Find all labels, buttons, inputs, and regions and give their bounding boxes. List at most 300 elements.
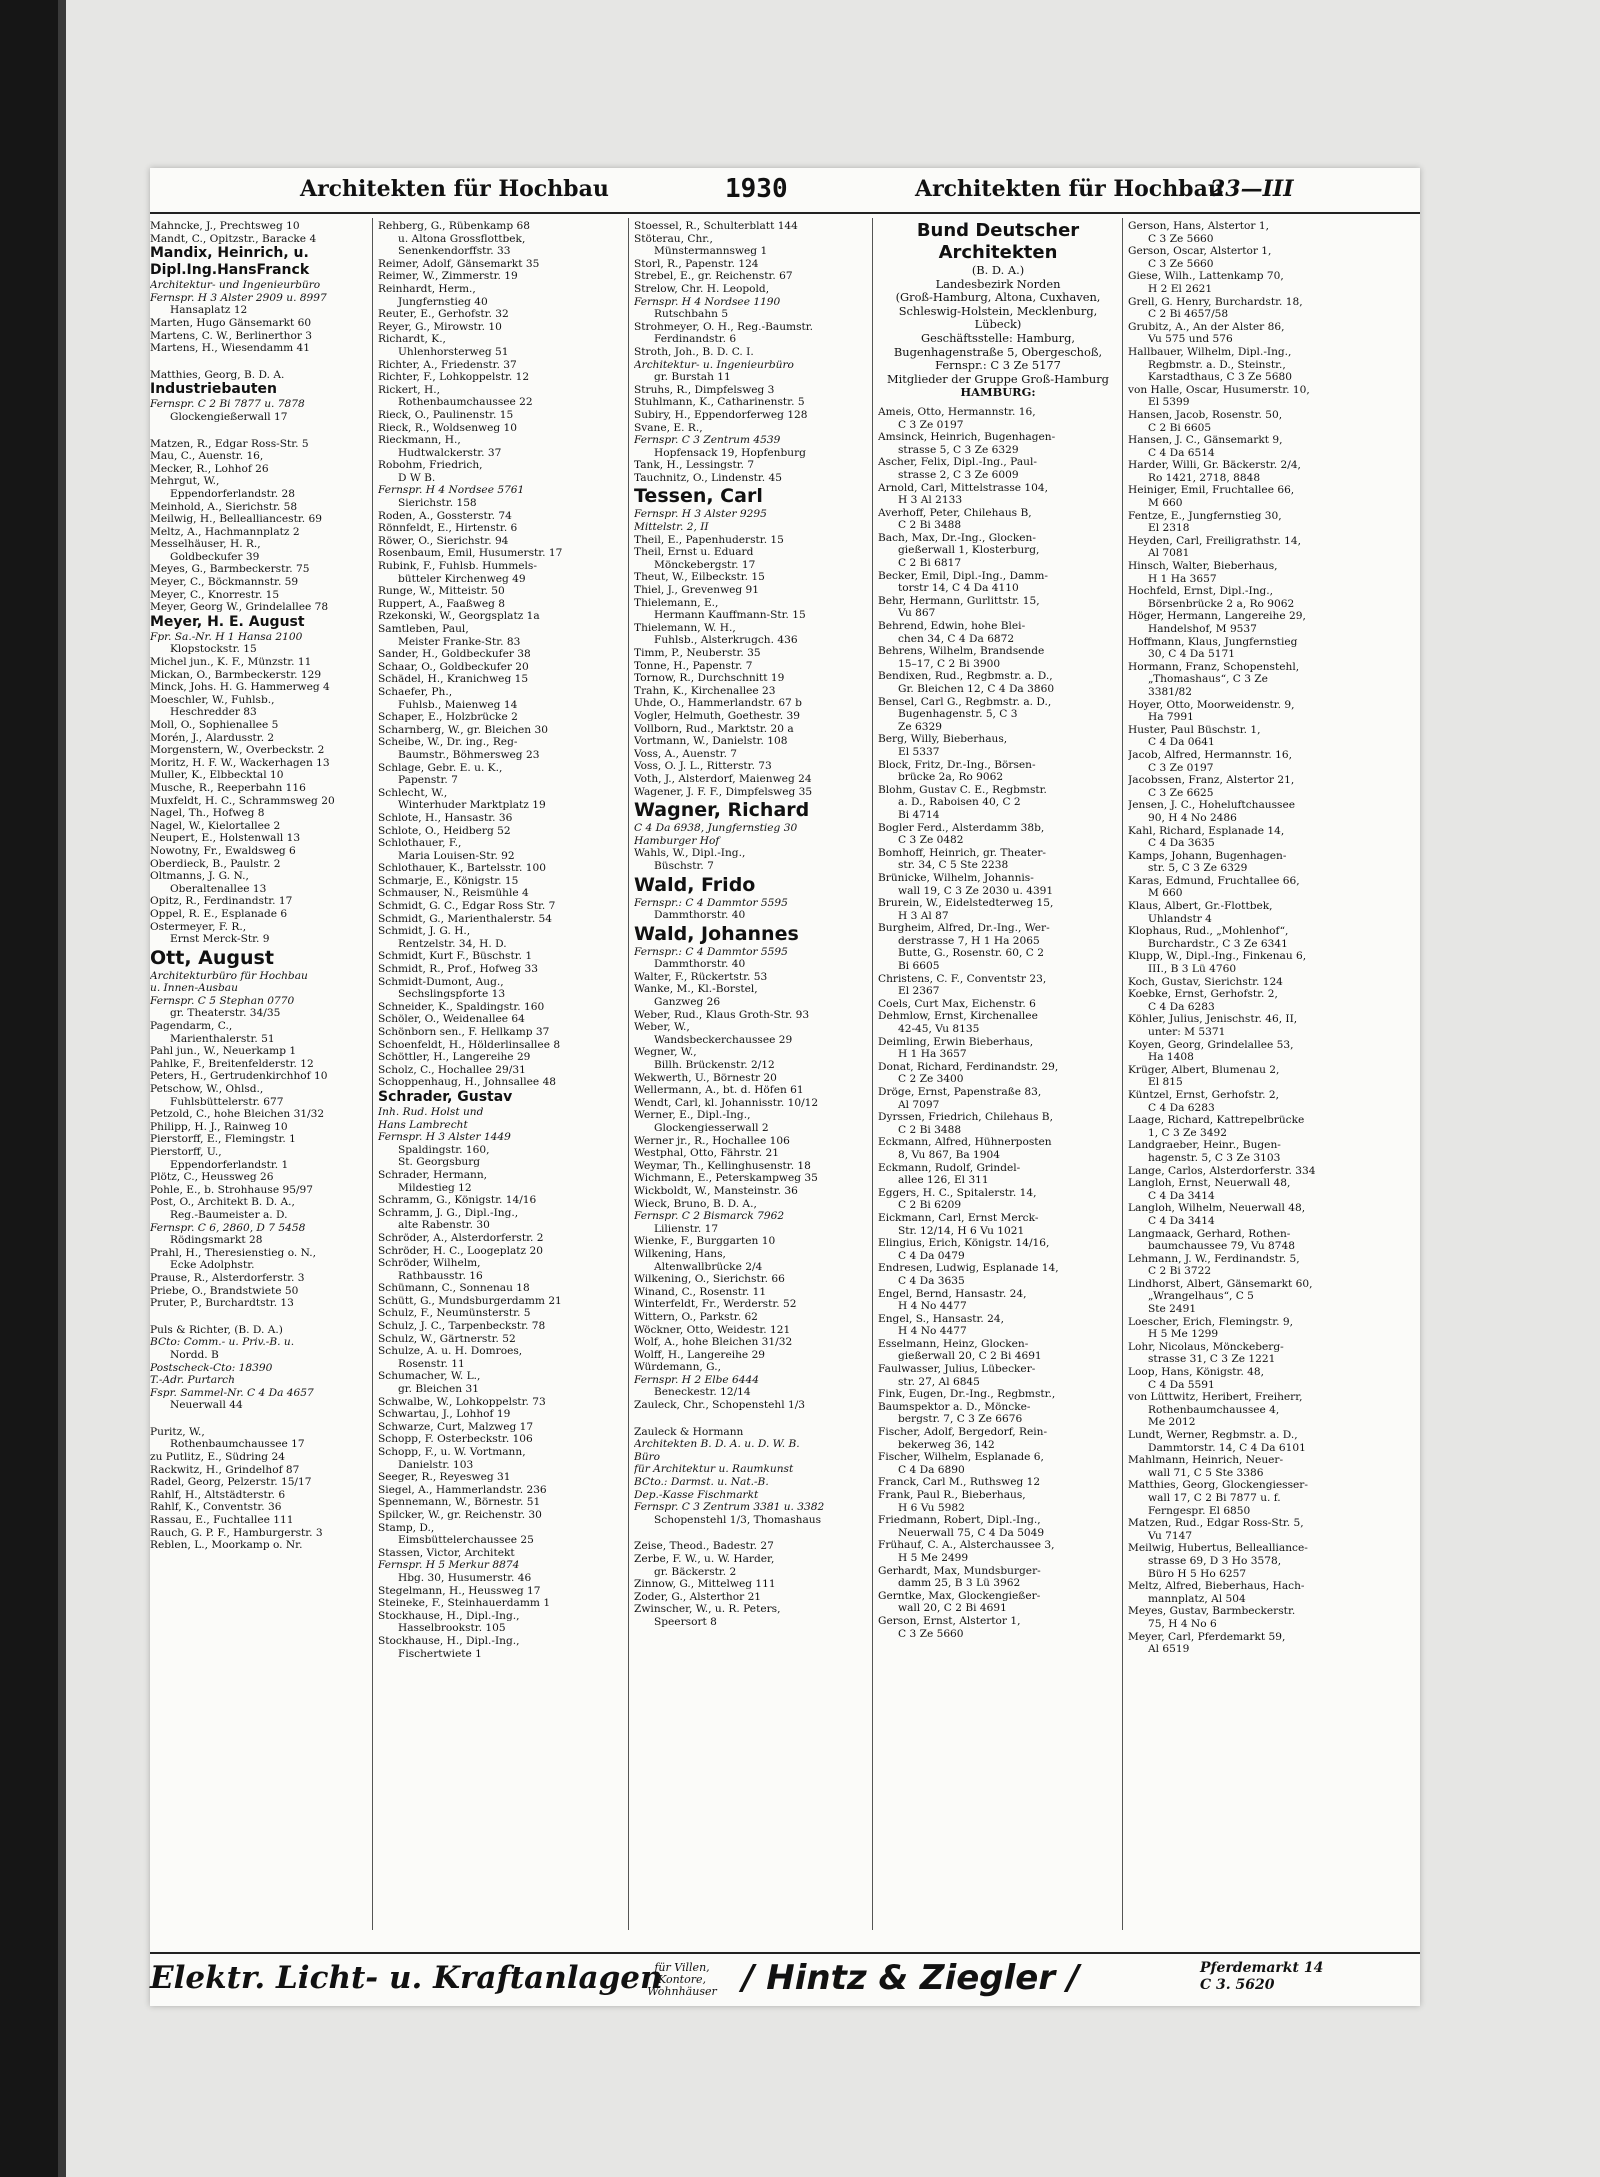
directory-entry: Köhler, Julius, Jenischstr. 46, II,: [1128, 1013, 1298, 1026]
directory-entry: Schneider, K., Spaldingstr. 160: [378, 1000, 545, 1013]
directory-entry: Fernspr. C 2 Bismarck 7962: [634, 1210, 785, 1223]
directory-entry: D W B.: [398, 471, 436, 484]
directory-entry: Postscheck-Cto: 18390: [150, 1361, 273, 1374]
directory-entry: Wekwerth, U., Börnestr 20: [634, 1071, 777, 1084]
directory-entry: Wahls, W., Dipl.-Ing.,: [634, 847, 746, 860]
directory-entry: Pruter, P., Burchardtstr. 13: [150, 1297, 294, 1310]
directory-entry: H 5 Me 2499: [898, 1551, 969, 1564]
directory-entry: Heiniger, Emil, Fruchtallee 66,: [1128, 484, 1295, 497]
directory-entry: Schulz, W., Gärtnerstr. 52: [378, 1332, 516, 1345]
book-spine-shadow: [0, 0, 58, 2177]
directory-entry: Wieck, Bruno, B. D. A.,: [634, 1197, 757, 1210]
directory-entry: Schröder, Wilhelm,: [378, 1257, 481, 1270]
spacer: [150, 355, 368, 369]
directory-entry: Elingius, Erich, Königstr. 14/16,: [878, 1237, 1050, 1250]
directory-entry: Meltz, A., Hachmannplatz 2: [150, 525, 300, 538]
directory-entry: Engel, Bernd, Hansastr. 24,: [878, 1287, 1027, 1300]
directory-entry: Pierstorff, E., Flemingstr. 1: [150, 1133, 296, 1146]
directory-entry: Matzen, R., Edgar Ross-Str. 5: [150, 437, 309, 450]
directory-entry: Schöler, O., Weidenallee 64: [378, 1013, 525, 1026]
directory-entry: Hormann, Franz, Schopenstehl,: [1128, 660, 1300, 673]
directory-entry: Danielstr. 103: [398, 1458, 474, 1471]
directory-entry: Frühauf, C. A., Alsterchaussee 3,: [878, 1539, 1055, 1552]
directory-entry: Trahn, K., Kirchenallee 23: [634, 684, 776, 697]
bda-association-block: [878, 220, 1118, 400]
directory-entry: Schramm, J. G., Dipl.-Ing.,: [378, 1206, 519, 1219]
directory-entry: Rehberg, G., Rübenkamp 68: [378, 220, 530, 232]
directory-entry: gr. Bäckerstr. 2: [654, 1565, 737, 1578]
directory-entry: C 4 Da 6283: [1148, 1000, 1215, 1013]
directory-entry: Uhlandstr 4: [1148, 912, 1212, 925]
directory-entry: Ameis, Otto, Hermannstr. 16,: [878, 405, 1036, 418]
directory-entry: Fentze, E., Jungfernstieg 30,: [1128, 509, 1282, 522]
directory-entry: Stuhlmann, K., Catharinenstr. 5: [634, 396, 805, 409]
directory-entry: C 4 Da 6283: [1148, 1101, 1215, 1114]
directory-entry: Meyer, H. E. August: [150, 613, 305, 630]
directory-entry: Zauleck, Chr., Schopenstehl 1/3: [634, 1399, 806, 1412]
directory-entry: Petzold, C., hohe Bleichen 31/32: [150, 1108, 325, 1121]
directory-entry: unter: M 5371: [1148, 1026, 1226, 1038]
bda-line: (Groß-Hamburg, Altona, Cuxhaven, Schleswig-Holstein, Mecklenburg, Lübeck): [895, 290, 1101, 332]
directory-entry: str. 5, C 3 Ze 6329: [1148, 862, 1248, 875]
directory-entry: Christens, C. F., Conventstr 23,: [878, 972, 1047, 985]
directory-entry: Zwinscher, W., u. R. Peters,: [634, 1603, 781, 1616]
directory-entry: 90, H 4 No 2486: [1148, 811, 1237, 824]
directory-entry: Fernspr. H 4 Nordsee 5761: [378, 484, 525, 497]
directory-entry: Bi 6605: [898, 960, 940, 973]
directory-entry: Tank, H., Lessingstr. 7: [634, 459, 755, 472]
directory-entry: Voss, O. J. L., Ritterstr. 73: [634, 760, 772, 773]
directory-entry: Coels, Curt Max, Eichenstr. 6: [878, 997, 1036, 1010]
directory-entry: C 4 Da 6514: [1148, 446, 1215, 459]
directory-entry: Struhs, R., Dimpfelsweg 3: [634, 383, 775, 396]
directory-entry: Fuhlsb., Maienweg 14: [398, 698, 518, 711]
directory-entry: Höger, Hermann, Langereihe 29,: [1128, 610, 1306, 623]
directory-entry: Rothenbaumchaussee 22: [398, 396, 533, 409]
directory-entry: Schlothauer, K., Bartelsstr. 100: [378, 862, 546, 875]
directory-entry: Ste 2491: [1148, 1303, 1197, 1316]
directory-entry: Hermann Kauffmann-Str. 15: [654, 609, 806, 622]
directory-entry: 1, C 3 Ze 3492: [1148, 1126, 1228, 1139]
directory-entry: Wienke, F., Burggarten 10: [634, 1235, 776, 1248]
directory-entry: Scheibe, W., Dr. ing., Reg-: [378, 736, 518, 749]
directory-entry: Peters, H., Gertrudenkirchhof 10: [150, 1070, 328, 1083]
directory-entry: Meyer, C., Böckmannstr. 59: [150, 576, 299, 589]
directory-entry: Endresen, Ludwig, Esplanade 14,: [878, 1262, 1059, 1275]
column-4: [878, 220, 1118, 1932]
directory-entry: Theil, E., Papenhuderstr. 15: [634, 533, 784, 546]
directory-entry: Tornow, R., Durchschnitt 19: [634, 672, 785, 685]
directory-entry: Reblen, L., Moorkamp o. Nr.: [150, 1539, 303, 1552]
directory-entry: Mandt, C., Opitzstr., Baracke 4: [150, 232, 317, 245]
directory-entry: Landgraeber, Heinr., Bugen-: [1128, 1139, 1281, 1152]
directory-entry: Schlote, H., Hansastr. 36: [378, 811, 513, 824]
directory-entry: BCto.: Darmst. u. Nat.-B.: [634, 1476, 769, 1489]
directory-entry: Hbg. 30, Husumerstr. 46: [398, 1571, 532, 1584]
directory-entry: Baumstr., Böhmersweg 23: [398, 748, 540, 761]
directory-entry: Schröder, H. C., Loogeplatz 20: [378, 1244, 543, 1257]
directory-entry: Heschredder 83: [170, 706, 257, 719]
directory-entry: Architekturbüro für Hochbau: [150, 969, 308, 982]
directory-entry: Pohle, E., b. Strohhause 95/97: [150, 1183, 313, 1196]
directory-entry: Faulwasser, Julius, Lübecker-: [878, 1363, 1036, 1376]
bda-line: Landesbezirk Norden: [935, 276, 1061, 291]
directory-entry: Oltmanns, J. G. N.,: [150, 870, 249, 883]
directory-entry: Gerson, Hans, Alstertor 1,: [1128, 220, 1269, 232]
directory-entry: Sander, H., Goldbeckufer 38: [378, 648, 531, 661]
directory-entry: Vu 7147: [1148, 1529, 1193, 1542]
directory-entry: Mecker, R., Lohhof 26: [150, 462, 269, 475]
directory-entry: Mittelstr. 2, II: [634, 521, 709, 534]
directory-entry: Lange, Carlos, Alsterdorferstr. 334: [1128, 1164, 1316, 1177]
directory-entry: Hudtwalckerstr. 37: [398, 446, 502, 459]
directory-entry: El 2367: [898, 985, 940, 998]
directory-entry: Wöckner, Otto, Weidestr. 121: [634, 1323, 791, 1336]
directory-entry: Muller, K., Elbbecktal 10: [150, 769, 284, 782]
directory-entry: Bomhoff, Heinrich, gr. Theater-: [878, 846, 1047, 859]
directory-entry: Schönborn sen., F. Hellkamp 37: [378, 1026, 550, 1038]
directory-entry: Lehmann, J. W., Ferdinandstr. 5,: [1128, 1252, 1300, 1265]
directory-entry: „Wrangelhaus“, C 5: [1148, 1290, 1254, 1303]
directory-entry: strasse 5, C 3 Ze 6329: [898, 443, 1019, 456]
directory-entry: Meltz, Alfred, Bieberhaus, Hach-: [1128, 1580, 1305, 1593]
directory-entry: Krüger, Albert, Blumenau 2,: [1128, 1063, 1280, 1076]
directory-entry: Fischertwiete 1: [398, 1647, 482, 1660]
directory-entry: M 660: [1148, 887, 1183, 900]
directory-entry: Ha 1408: [1148, 1051, 1194, 1064]
directory-entry: C 3 Ze 0482: [898, 834, 964, 847]
directory-entry: C 3 Ze 6625: [1148, 786, 1214, 799]
directory-entry: Averhoff, Peter, Chilehaus B,: [878, 506, 1032, 519]
directory-entry: Fernspr. C 2 Bi 7877 u. 7878: [150, 398, 305, 411]
directory-entry: C 4 Da 3414: [1148, 1214, 1215, 1227]
directory-entry: Beneckestr. 12/14: [654, 1386, 751, 1399]
directory-entry: Uhlenhorsterweg 51: [398, 345, 509, 358]
directory-entry: Fernspr. C 3 Zentrum 4539: [634, 434, 781, 447]
directory-entry: Mildestieg 12: [398, 1181, 472, 1194]
directory-entry: Schädel, H., Kranichweg 15: [378, 673, 529, 686]
directory-entry: Huster, Paul Büschstr. 1,: [1128, 723, 1261, 736]
directory-entry: Fspr. Sammel-Nr. C 4 Da 4657: [150, 1386, 314, 1399]
directory-entry: Rickert, H.,: [378, 383, 441, 396]
directory-entry: Puritz, W.,: [150, 1425, 205, 1438]
directory-entry: wall 19, C 3 Ze 2030 u. 4391: [898, 884, 1054, 897]
directory-entry: Schmarje, E., Königstr. 15: [378, 874, 519, 887]
directory-entry: Vu 575 und 576: [1148, 333, 1233, 346]
directory-entry: Zoder, G., Alsterthor 21: [634, 1590, 762, 1603]
directory-entry: Wandsbeckerchaussee 29: [654, 1033, 793, 1046]
directory-entry: Schrader, Gustav: [378, 1088, 513, 1105]
directory-entry: Radel, Georg, Pelzerstr. 15/17: [150, 1476, 312, 1489]
directory-entry: Laage, Richard, Kattrepelbrücke: [1128, 1114, 1305, 1127]
directory-entry: Michel jun., K. F., Münzstr. 11: [150, 656, 312, 669]
directory-entry: Dipl.Ing.HansFranck: [150, 262, 310, 279]
directory-entry: El 5399: [1148, 396, 1190, 409]
spacer: [150, 1310, 368, 1324]
directory-entry: Rödingsmarkt 28: [170, 1234, 263, 1247]
directory-entry: Hochfeld, Ernst, Dipl.-Ing.,: [1128, 585, 1274, 598]
directory-entry: Glockengießerwall 17: [170, 410, 288, 423]
directory-entry: C 2 Bi 3722: [1148, 1265, 1212, 1278]
directory-entry: Martens, H., Wiesendamm 41: [150, 342, 311, 355]
directory-entry: Schulze, A. u. H. Domroes,: [378, 1345, 523, 1358]
directory-entry: Bugenhagenstr. 5, C 3: [898, 708, 1018, 721]
directory-entry: Börsenbrücke 2 a, Ro 9062: [1148, 597, 1295, 610]
directory-entry: Nagel, Th., Hofweg 8: [150, 807, 265, 820]
directory-entry: strasse 2, C 3 Ze 6009: [898, 468, 1019, 481]
directory-entry: Röwer, O., Sierichstr. 94: [378, 534, 509, 547]
spacer: [150, 424, 368, 438]
directory-entry: Mickan, O., Barmbeckerstr. 129: [150, 668, 322, 681]
directory-entry: str. 27, Al 6845: [898, 1375, 980, 1388]
directory-entry: Rahlf, K., Conventstr. 36: [150, 1501, 282, 1514]
book-gutter: [58, 0, 66, 2177]
directory-entry: Architekten B. D. A. u. D. W. B.: [634, 1438, 800, 1451]
directory-entry: Büro: [634, 1450, 661, 1463]
directory-entry: 75, H 4 No 6: [1148, 1617, 1217, 1630]
directory-entry: bergstr. 7, C 3 Ze 6676: [898, 1413, 1023, 1426]
directory-entry: Rothenbaumchaussee 4,: [1148, 1403, 1280, 1416]
column-divider: [872, 218, 873, 1930]
directory-entry: Klophaus, Rud., „Mohlenhof“,: [1128, 925, 1289, 938]
directory-entry: Seeger, R., Reyesweg 31: [378, 1471, 511, 1484]
directory-entry: Timm, P., Neuberstr. 35: [634, 647, 761, 659]
directory-entry: Blohm, Gustav C. E., Regbmstr.: [878, 783, 1047, 796]
directory-entry: Moll, O., Sophienallee 5: [150, 719, 279, 731]
directory-entry: Lundt, Werner, Regbmstr. a. D.,: [1128, 1429, 1298, 1441]
directory-entry: Fernspr. H 5 Merkur 8874: [378, 1559, 520, 1572]
directory-entry: Esselmann, Heinz, Glocken-: [878, 1337, 1029, 1350]
directory-entry: gr. Bleichen 31: [398, 1383, 479, 1396]
directory-entry: für Architektur u. Raumkunst: [634, 1463, 794, 1476]
directory-entry: Arnold, Carl, Mittelstrasse 104,: [878, 481, 1049, 494]
directory-entry: Mau, C., Auenstr. 16,: [150, 450, 264, 463]
directory-entry: wall 71, C 5 Ste 3386: [1148, 1466, 1264, 1479]
directory-entry: Moeschler, W., Fuhlsb.,: [150, 693, 275, 706]
directory-entry: Svane, E. R.,: [634, 421, 703, 434]
directory-entry: Schmidt, Kurt F., Büschstr. 1: [378, 950, 533, 963]
directory-entry: Block, Fritz, Dr.-Ing., Börsen-: [878, 758, 1036, 771]
directory-entry: Inh. Rud. Holst und: [378, 1105, 484, 1118]
directory-entry: Tauchnitz, O., Lindenstr. 45: [634, 471, 783, 484]
directory-entry: Koyen, Georg, Grindelallee 53,: [1128, 1038, 1294, 1051]
directory-entry: Str. 12/14, H 6 Vu 1021: [898, 1224, 1025, 1237]
directory-entry: Fernspr. C 6, 2860, D 7 5458: [150, 1221, 306, 1234]
directory-entry: Nagel, W., Kielortallee 2: [150, 819, 281, 832]
directory-entry: Ferdinandstr. 6: [654, 333, 737, 346]
directory-entry: Zinnow, G., Mittelweg 111: [634, 1578, 776, 1591]
directory-entry: Voss, A., Auenstr. 7: [634, 747, 738, 760]
directory-entry: C 4 Da 6890: [898, 1463, 965, 1476]
directory-entry: Fpr. Sa.-Nr. H 1 Hansa 2100: [150, 630, 303, 643]
directory-entry: Philipp, H. J., Rainweg 10: [150, 1120, 288, 1133]
directory-entry: Walter, F., Rückertstr. 53: [634, 970, 768, 983]
directory-entry: Ecke Adolphstr.: [170, 1259, 255, 1272]
directory-entry: Friedmann, Robert, Dipl.-Ing.,: [878, 1514, 1041, 1527]
directory-entry: C 3 Ze 5660: [898, 1627, 964, 1640]
directory-entry: Marienthalerstr. 51: [170, 1032, 275, 1045]
ad-brand: / Hintz & Ziegler /: [742, 1958, 1080, 1998]
directory-entry: Schulz, J. C., Tarpenbeckstr. 78: [378, 1320, 546, 1333]
directory-entry: Ott, August: [150, 946, 274, 969]
directory-entry: damm 25, B 3 Lü 3962: [898, 1577, 1021, 1590]
directory-entry: St. Georgsburg: [398, 1156, 481, 1169]
directory-entry: Eppendorferlandstr. 28: [170, 487, 295, 500]
directory-entry: C 2 Bi 6817: [898, 557, 962, 570]
directory-entry: H 4 No 4477: [898, 1300, 967, 1313]
directory-entry: Jacobssen, Franz, Alstertor 21,: [1128, 774, 1295, 787]
directory-entry: Spilcker, W., gr. Reichenstr. 30: [378, 1508, 542, 1521]
directory-entry: Regbmstr. a. D., Steinstr.,: [1148, 358, 1286, 371]
directory-entry: Berg, Willy, Bieberhaus,: [878, 733, 1008, 746]
directory-entry: u. Altona Grossflottbek,: [398, 232, 526, 245]
directory-entry: Klupp, W., Dipl.-Ing., Finkenau 6,: [1128, 950, 1307, 963]
directory-entry: Jensen, J. C., Hoheluftchaussee: [1128, 799, 1295, 812]
directory-entry: Messelhäuser, H. R.,: [150, 538, 261, 551]
directory-entry: Petschow, W., Ohlsd.,: [150, 1083, 264, 1096]
directory-entry: Ganzweg 26: [654, 996, 721, 1009]
directory-entry: Becker, Emil, Dipl.-Ing., Damm-: [878, 569, 1048, 582]
directory-entry: Fernspr.: C 4 Dammtor 5595: [634, 896, 788, 909]
directory-entry: Meyer, Georg W., Grindelallee 78: [150, 601, 329, 614]
directory-entry: alte Rabenstr. 30: [398, 1219, 490, 1232]
directory-entry: Hopfensack 19, Hopfenburg: [654, 446, 806, 459]
directory-entry: Speersort 8: [654, 1615, 717, 1628]
directory-entry: Meyer, Carl, Pferdemarkt 59,: [1128, 1630, 1286, 1643]
directory-entry: Werner, E., Dipl.-Ing.,: [634, 1109, 751, 1122]
directory-entry: gießerwall 1, Klosterburg,: [898, 544, 1040, 557]
directory-entry: C 2 Bi 3488: [898, 1123, 962, 1136]
directory-entry: III., B 3 Lü 4760: [1148, 963, 1237, 976]
directory-entry: Vollborn, Rud., Marktstr. 20 a: [634, 722, 794, 735]
directory-entry: Jacob, Alfred, Hermannstr. 16,: [1128, 748, 1292, 761]
directory-entry: Stroth, Joh., B. D. C. I.: [634, 345, 754, 358]
directory-entry: Fernspr. H 4 Nordsee 1190: [634, 295, 781, 308]
directory-entry: Klopstockstr. 15: [170, 643, 257, 656]
directory-entry: Wald, Frido: [634, 873, 756, 896]
directory-entry: Heyden, Carl, Freiligrathstr. 14,: [1128, 534, 1301, 547]
directory-entry: Reuter, E., Gerhofstr. 32: [378, 308, 509, 321]
directory-entry: Strohmeyer, O. H., Reg.-Baumstr.: [634, 320, 814, 333]
directory-entry: Schmidt, G. C., Edgar Ross Str. 7: [378, 900, 556, 913]
directory-entry: Marten, Hugo Gänsemarkt 60: [150, 316, 312, 329]
directory-entry: Harder, Willi, Gr. Bäckerstr. 2/4,: [1128, 459, 1301, 472]
directory-entry: Storl, R., Papenstr. 124: [634, 257, 759, 270]
directory-entry: baumchaussee 79, Vu 8748: [1148, 1240, 1295, 1253]
directory-entry: Richardt, K.,: [378, 333, 446, 346]
directory-entry: Behrend, Edwin, hohe Blei-: [878, 620, 1026, 633]
directory-entry: Schmidt, R., Prof., Hofweg 33: [378, 963, 539, 976]
directory-entry: Reinhardt, Herm.,: [378, 282, 476, 295]
directory-entry: C 4 Da 3635: [1148, 837, 1215, 850]
directory-entry: Dammthorstr. 40: [654, 909, 746, 922]
directory-entry: Ascher, Felix, Dipl.-Ing., Paul-: [878, 456, 1037, 469]
directory-entry: Giese, Wilh., Lattenkamp 70,: [1128, 270, 1284, 283]
directory-entry: Steineke, F., Steinhauerdamm 1: [378, 1597, 551, 1610]
directory-entry: Prahl, H., Theresienstieg o. N.,: [150, 1246, 316, 1259]
directory-entry: Brurein, W., Eidelstedterweg 15,: [878, 897, 1054, 910]
directory-entry: derstrasse 7, H 1 Ha 2065: [898, 934, 1040, 947]
directory-entry: brücke 2a, Ro 9062: [898, 771, 1004, 784]
directory-entry: Meinhold, A., Sierichstr. 58: [150, 500, 298, 513]
directory-entry: Hans Lambrecht: [378, 1118, 468, 1131]
directory-entry: Behr, Hermann, Gurlittstr. 15,: [878, 594, 1040, 607]
advertisement-footer: [150, 1952, 1420, 2004]
directory-entry: Mahlmann, Heinrich, Neuer-: [1128, 1454, 1284, 1467]
directory-entry: Weber, W.,: [634, 1021, 690, 1034]
directory-entry: Werner jr., R., Hochallee 106: [634, 1134, 790, 1147]
directory-entry: Matthies, Georg, B. D. A.: [150, 368, 285, 381]
directory-entry: Rackwitz, H., Grindelhof 87: [150, 1463, 300, 1476]
directory-entry: C 3 Ze 5660: [1148, 232, 1214, 245]
directory-entry: Strebel, E., gr. Reichenstr. 67: [634, 270, 793, 283]
directory-entry: gießerwall 20, C 2 Bi 4691: [898, 1350, 1042, 1363]
directory-entry: Weber, Rud., Klaus Groth-Str. 93: [634, 1008, 810, 1021]
directory-entry: wall 20, C 2 Bi 4691: [898, 1602, 1007, 1615]
directory-entry: Dröge, Ernst, Papenstraße 83,: [878, 1086, 1042, 1098]
directory-entry: Fernspr. C 3 Zentrum 3381 u. 3382: [634, 1501, 825, 1514]
directory-entry: Fuhlsb., Alsterkrugch. 436: [654, 634, 798, 647]
directory-entry: C 2 Bi 4657/58: [1148, 308, 1229, 321]
ad-headline: Elektr. Licht- u. Kraftanlagen: [150, 1960, 663, 1996]
directory-entry: Dyrssen, Friedrich, Chilehaus B,: [878, 1111, 1053, 1124]
directory-entry: Ha 7991: [1148, 711, 1194, 724]
directory-entry: Ro 1421, 2718, 8848: [1148, 471, 1261, 484]
directory-entry: Bi 4714: [898, 808, 940, 821]
directory-entry: Vogler, Helmuth, Goethestr. 39: [634, 709, 800, 722]
directory-entry: Rathbausstr. 16: [398, 1269, 483, 1282]
directory-entry: Rieck, R., Woldsenweg 10: [378, 421, 518, 434]
directory-entry: Roden, A., Gossterstr. 74: [378, 509, 512, 522]
directory-entry: Handelshof, M 9537: [1148, 623, 1257, 635]
directory-entry: Burchardstr., C 3 Ze 6341: [1148, 937, 1288, 950]
directory-entry: Dammthorstr. 40: [654, 958, 746, 971]
directory-entry: Fink, Eugen, Dr.-Ing., Regbmstr.,: [878, 1388, 1056, 1401]
directory-entry: Oberaltenallee 13: [170, 882, 267, 895]
directory-entry: Schopp, F. Osterbeckstr. 106: [378, 1433, 533, 1446]
directory-entry: Amsinck, Heinrich, Bugenhagen-: [878, 431, 1056, 444]
directory-entry: H 6 Vu 5982: [898, 1501, 965, 1514]
directory-entry: Schramm, G., Königstr. 14/16: [378, 1194, 537, 1207]
directory-entry: Rentzelstr. 34, H. D.: [398, 937, 507, 950]
directory-entry: Wanke, M., Kl.-Borstel,: [634, 983, 758, 996]
directory-entry: Eckmann, Alfred, Hühnerposten: [878, 1136, 1052, 1149]
directory-entry: Me 2012: [1148, 1416, 1196, 1429]
directory-entry: Sechslingspforte 13: [398, 988, 506, 1001]
directory-entry: Martens, C. W., Berlinerthor 3: [150, 329, 313, 342]
directory-entry: Al 7081: [1148, 547, 1190, 560]
directory-entry: Deimling, Erwin Bieberhaus,: [878, 1035, 1034, 1048]
directory-entry: gr. Theaterstr. 34/35: [170, 1007, 281, 1020]
directory-entry: Thielemann, W. H.,: [634, 621, 736, 634]
directory-entry: strasse 69, D 3 Ho 3578,: [1148, 1554, 1282, 1567]
bda-line: Geschäftsstelle: Hamburg, Bugenhagenstraße 5, Obergeschoß,: [893, 330, 1103, 359]
directory-entry: Architektur- und Ingenieurbüro: [150, 279, 321, 292]
directory-entry: a. D., Raboisen 40, C 2: [898, 796, 1021, 809]
directory-entry: Gerson, Ernst, Alstertor 1,: [878, 1614, 1021, 1627]
directory-entry: Post, O., Architekt B. D. A.,: [150, 1196, 295, 1209]
directory-entry: C 3 Ze 0197: [898, 418, 964, 431]
directory-entry: Meyer, C., Knorrestr. 15: [150, 588, 280, 601]
directory-entry: Schopp, F., u. W. Vortmann,: [378, 1446, 526, 1458]
directory-entry: Koch, Gustav, Sierichstr. 124: [1128, 975, 1283, 988]
directory-entry: Minck, Johs. H. G. Hammerweg 4: [150, 681, 330, 694]
directory-entry: Rzekonski, W., Georgsplatz 1a: [378, 610, 540, 623]
directory-entry: Wilkening, O., Sierichstr. 66: [634, 1273, 785, 1286]
directory-entry: El 2318: [1148, 522, 1190, 535]
directory-entry: Dammtorstr. 14, C 4 Da 6101: [1148, 1441, 1306, 1454]
directory-entry: Thiel, J., Grevenweg 91: [634, 584, 760, 597]
